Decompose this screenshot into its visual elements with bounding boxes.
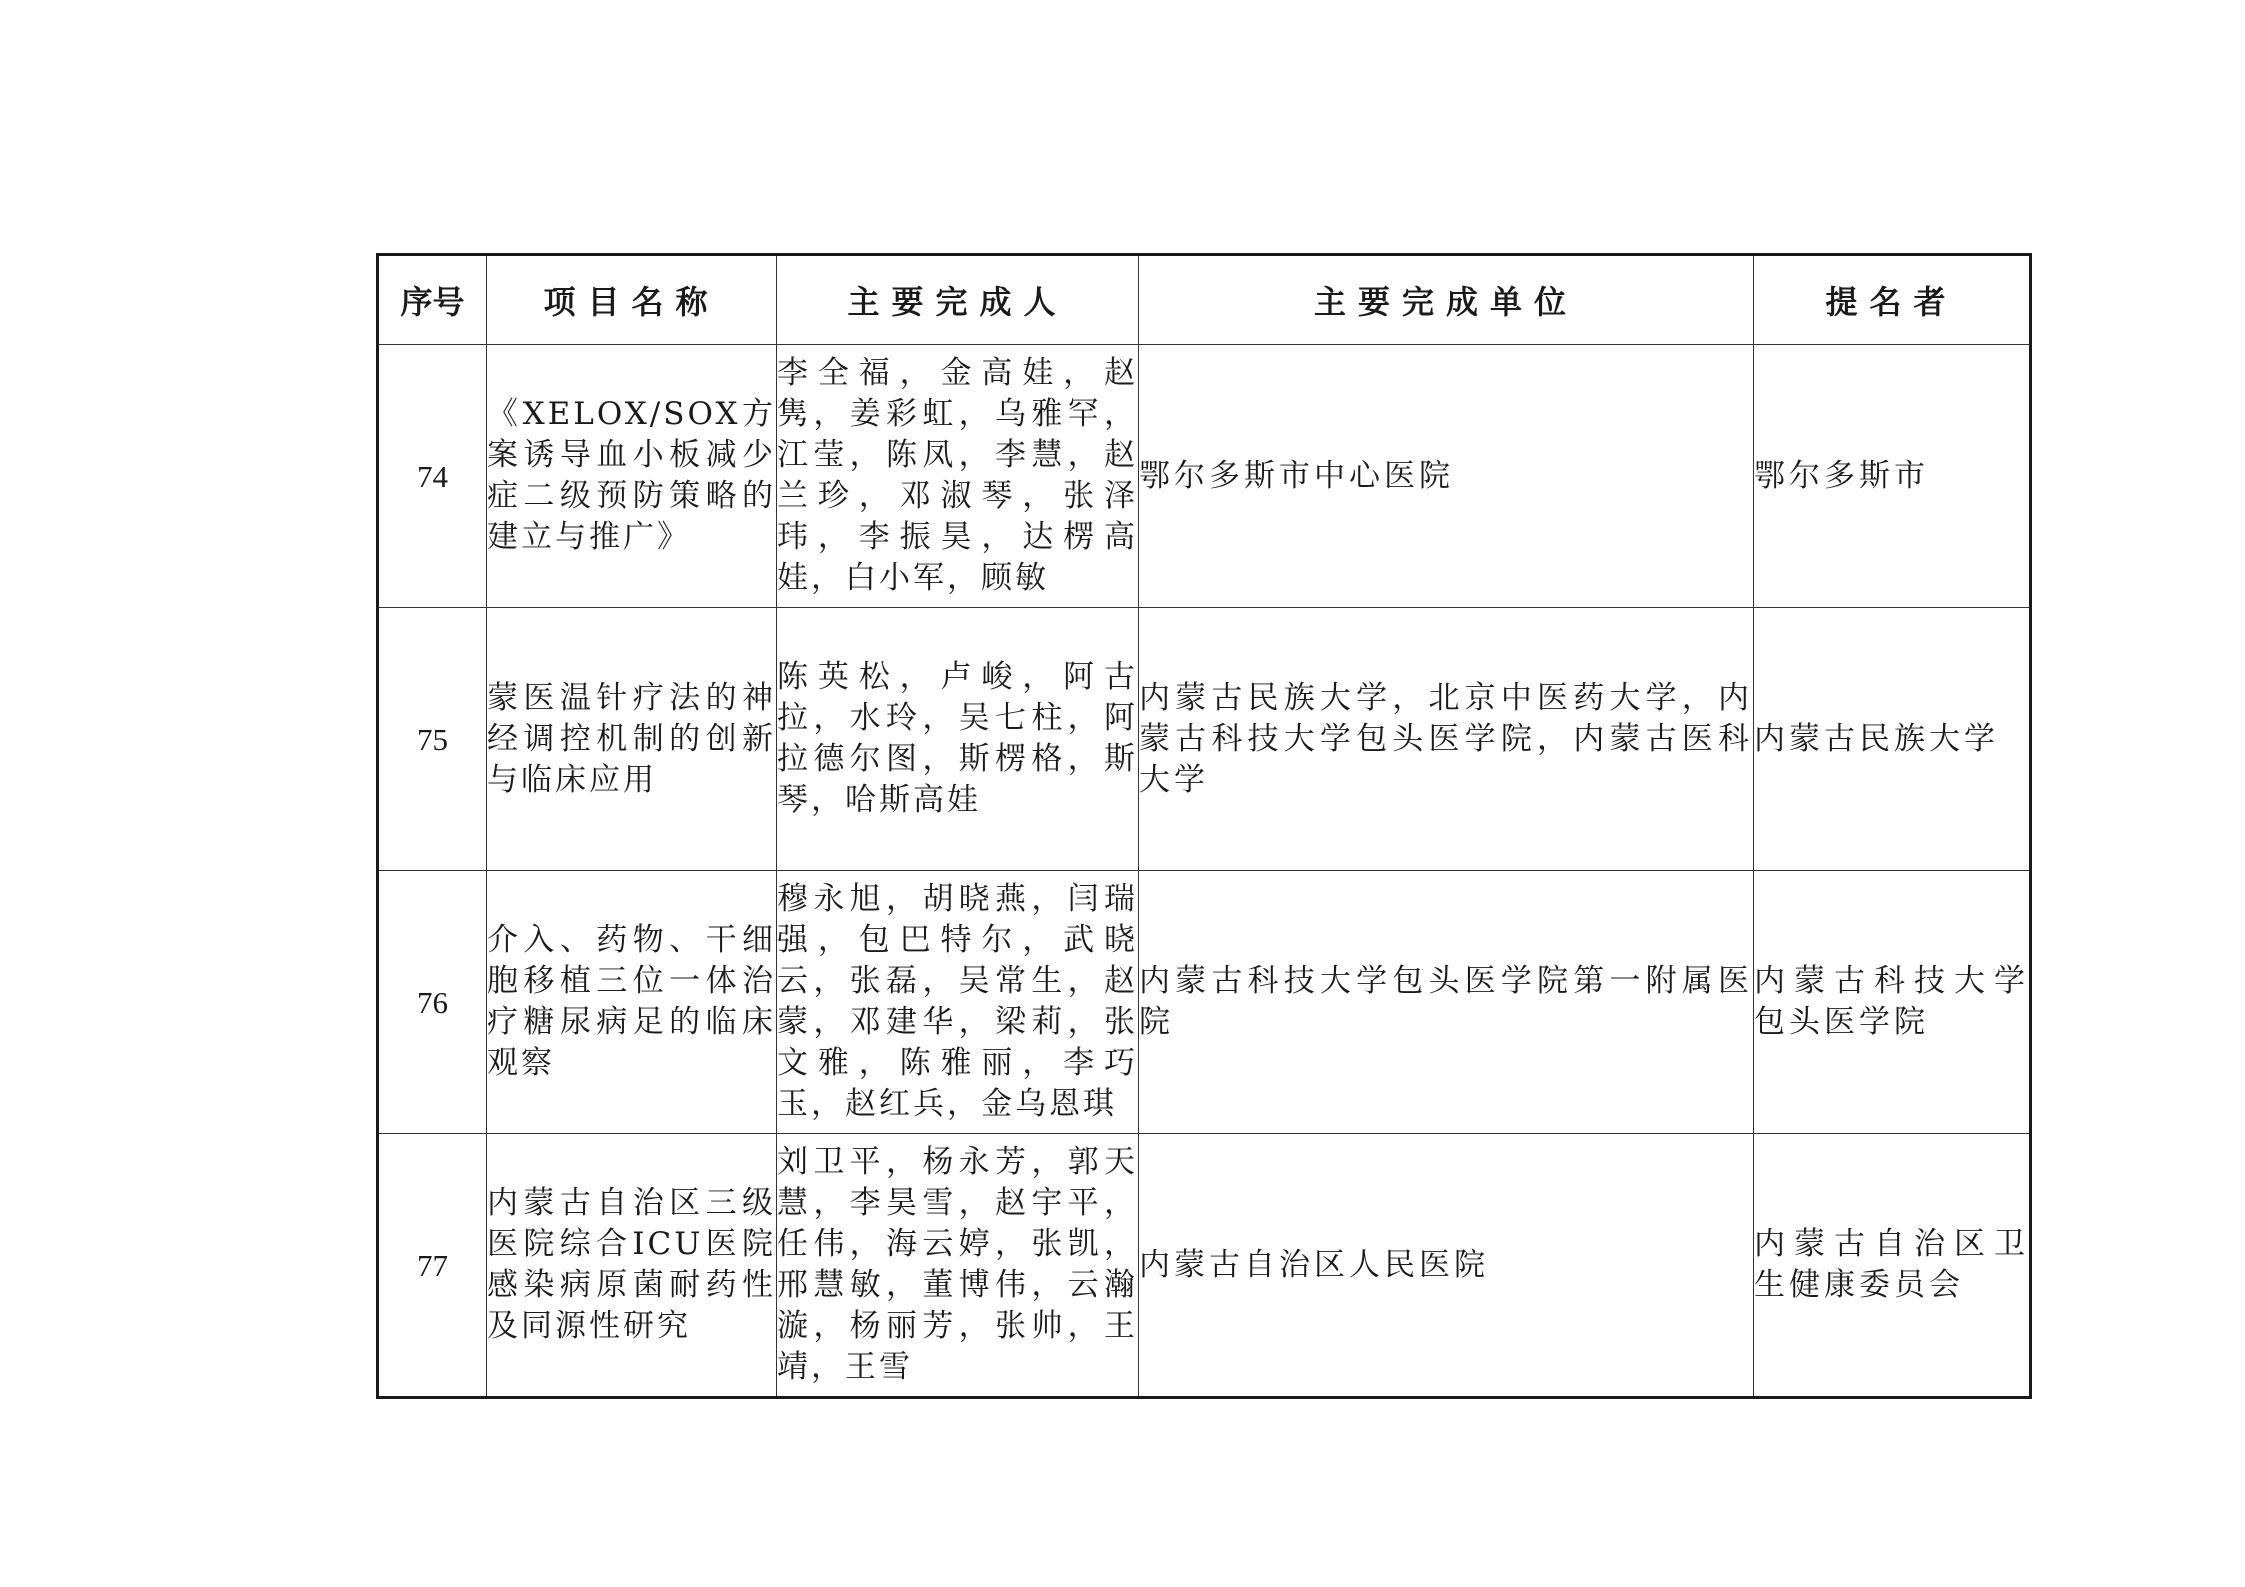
row-seq: 77 bbox=[378, 1134, 487, 1398]
row-people: 李全福，金高娃，赵隽，姜彩虹，乌雅罕，江莹，陈凤，李慧，赵兰珍，邓淑琴，张泽玮，李振昊，达楞高娃，白小军，顾敏 bbox=[777, 345, 1139, 608]
header-people: 主要完成人 bbox=[777, 255, 1139, 345]
header-seq: 序号 bbox=[378, 255, 487, 345]
table-row bbox=[378, 871, 2031, 1134]
row-project: 蒙医温针疗法的神经调控机制的创新与临床应用 bbox=[487, 608, 777, 871]
row-units: 鄂尔多斯市中心医院 bbox=[1139, 345, 1754, 608]
row-people: 穆永旭，胡晓燕，闫瑞强，包巴特尔，武晓云，张磊，吴常生，赵蒙，邓建华，梁莉，张文雅，陈雅丽，李巧玉，赵红兵，金乌恩琪 bbox=[777, 871, 1139, 1134]
row-people: 刘卫平，杨永芳，郭天慧，李昊雪，赵宇平，任伟，海云婷，张凯，邢慧敏，董博伟，云瀚漩，杨丽芳，张帅，王靖，王雪 bbox=[777, 1134, 1139, 1398]
row-units: 内蒙古科技大学包头医学院第一附属医院 bbox=[1139, 871, 1754, 1134]
table-row bbox=[378, 345, 2031, 608]
row-seq: 74 bbox=[378, 345, 487, 608]
row-nominator: 内蒙古民族大学 bbox=[1754, 608, 2031, 871]
table-row bbox=[378, 608, 2031, 871]
row-units: 内蒙古自治区人民医院 bbox=[1139, 1134, 1754, 1398]
row-seq: 75 bbox=[378, 608, 487, 871]
row-nominator: 内蒙古科技大学包头医学院 bbox=[1754, 871, 2031, 1134]
table-row bbox=[378, 1134, 2031, 1398]
header-units: 主要完成单位 bbox=[1139, 255, 1754, 345]
header-row bbox=[378, 255, 2031, 345]
header-project: 项目名称 bbox=[487, 255, 777, 345]
row-project: 《XELOX/SOX方案诱导血小板减少症二级预防策略的建立与推广》 bbox=[487, 345, 777, 608]
row-project: 内蒙古自治区三级医院综合ICU医院感染病原菌耐药性及同源性研究 bbox=[487, 1134, 777, 1398]
awards-table bbox=[376, 253, 2032, 1399]
row-seq: 76 bbox=[378, 871, 487, 1134]
row-project: 介入、药物、干细胞移植三位一体治疗糖尿病足的临床观察 bbox=[487, 871, 777, 1134]
row-units: 内蒙古民族大学，北京中医药大学，内蒙古科技大学包头医学院，内蒙古医科大学 bbox=[1139, 608, 1754, 871]
row-nominator: 鄂尔多斯市 bbox=[1754, 345, 2031, 608]
header-nominator: 提名者 bbox=[1754, 255, 2031, 345]
row-people: 陈英松，卢峻，阿古拉，水玲，吴七柱，阿拉德尔图，斯楞格，斯琴，哈斯高娃 bbox=[777, 608, 1139, 871]
row-nominator: 内蒙古自治区卫生健康委员会 bbox=[1754, 1134, 2031, 1398]
